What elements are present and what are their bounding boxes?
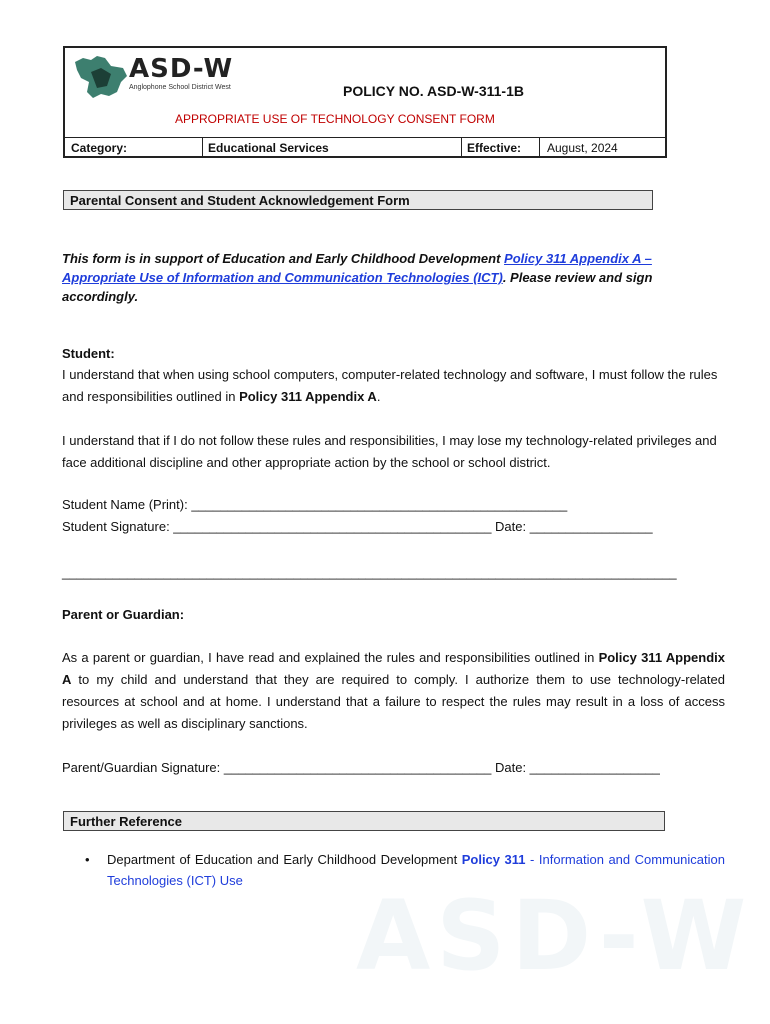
- intro-text-end: . Please review and sign accordingly.: [62, 270, 653, 304]
- parent-text-end: to my child and understand that they are required to comply. I authorize them to use technology-related resources at school and at home. I understand that a failure to respect the rules may result in a loss of access privileges as well as disciplinary sanctions.: [62, 672, 725, 731]
- policy-reference: Policy 311 Appendix A: [62, 650, 726, 687]
- parent-paragraph: [62, 647, 725, 735]
- parent-heading: Parent or Guardian:: [62, 607, 185, 622]
- student-paragraph-2: I understand that if I do not follow these rules and responsibilities, I may lose my technology-related privileges and face additional discipline and other appropriate action by the school or school district.: [62, 433, 717, 470]
- policy-311-link[interactable]: Policy 311: [461, 852, 526, 867]
- effective-label: Effective:: [467, 141, 522, 155]
- student-paragraph-1: [62, 364, 725, 408]
- intro-text: This form is in support of Education and Early Childhood Development: [62, 251, 505, 266]
- watermark: ASD-W: [356, 880, 753, 992]
- divider: [539, 138, 540, 158]
- parent-signature-field[interactable]: Parent/Guardian Signature: _____________________________________ Date: __________________: [62, 760, 660, 775]
- logo-subtitle: Anglophone School District West: [129, 84, 231, 91]
- form-title: APPROPRIATE USE OF TECHNOLOGY CONSENT FORM: [175, 112, 495, 126]
- divider: [202, 138, 203, 158]
- divider-line: _____________________________________________________________________________________: [62, 565, 677, 580]
- student-text: I understand that when using school computers, computer-related technology and software, I must follow the rules and responsibilities outlined in: [62, 367, 718, 404]
- policy-311-link-text[interactable]: - Information and Communication Technologies (ICT) Use: [107, 852, 725, 888]
- logo-title: ASD-W: [129, 54, 234, 84]
- policy-number: POLICY NO. ASD-W-311-1B: [343, 83, 524, 99]
- reference-text: Department of Education and Early Childhood Development: [107, 852, 462, 867]
- bullet-icon: •: [85, 852, 90, 867]
- reference-item: [107, 849, 725, 891]
- effective-value: August, 2024: [547, 141, 618, 155]
- student-text-end: .: [376, 389, 381, 404]
- category-label: Category:: [71, 141, 128, 155]
- student-signature-field[interactable]: Student Signature: ____________________________________________ Date: _________________: [62, 519, 653, 534]
- parent-text: As a parent or guardian, I have read and explained the rules and responsibilities outlined in: [62, 650, 599, 665]
- policy-311-appendix-link[interactable]: Policy 311 Appendix A – Appropriate Use of Information and Communication Technologies (ICT): [62, 251, 652, 285]
- intro-paragraph: [62, 249, 725, 306]
- category-row: [65, 137, 665, 157]
- policy-header: [63, 46, 667, 158]
- student-name-field[interactable]: Student Name (Print): ____________________________________________________: [62, 497, 568, 512]
- policy-reference: Policy 311 Appendix A: [239, 389, 377, 404]
- category-value: Educational Services: [208, 141, 329, 155]
- section-title-reference: Further Reference: [63, 811, 665, 831]
- divider: [461, 138, 462, 158]
- section-title-consent: Parental Consent and Student Acknowledgement Form: [63, 190, 653, 210]
- student-heading: Student:: [62, 346, 115, 361]
